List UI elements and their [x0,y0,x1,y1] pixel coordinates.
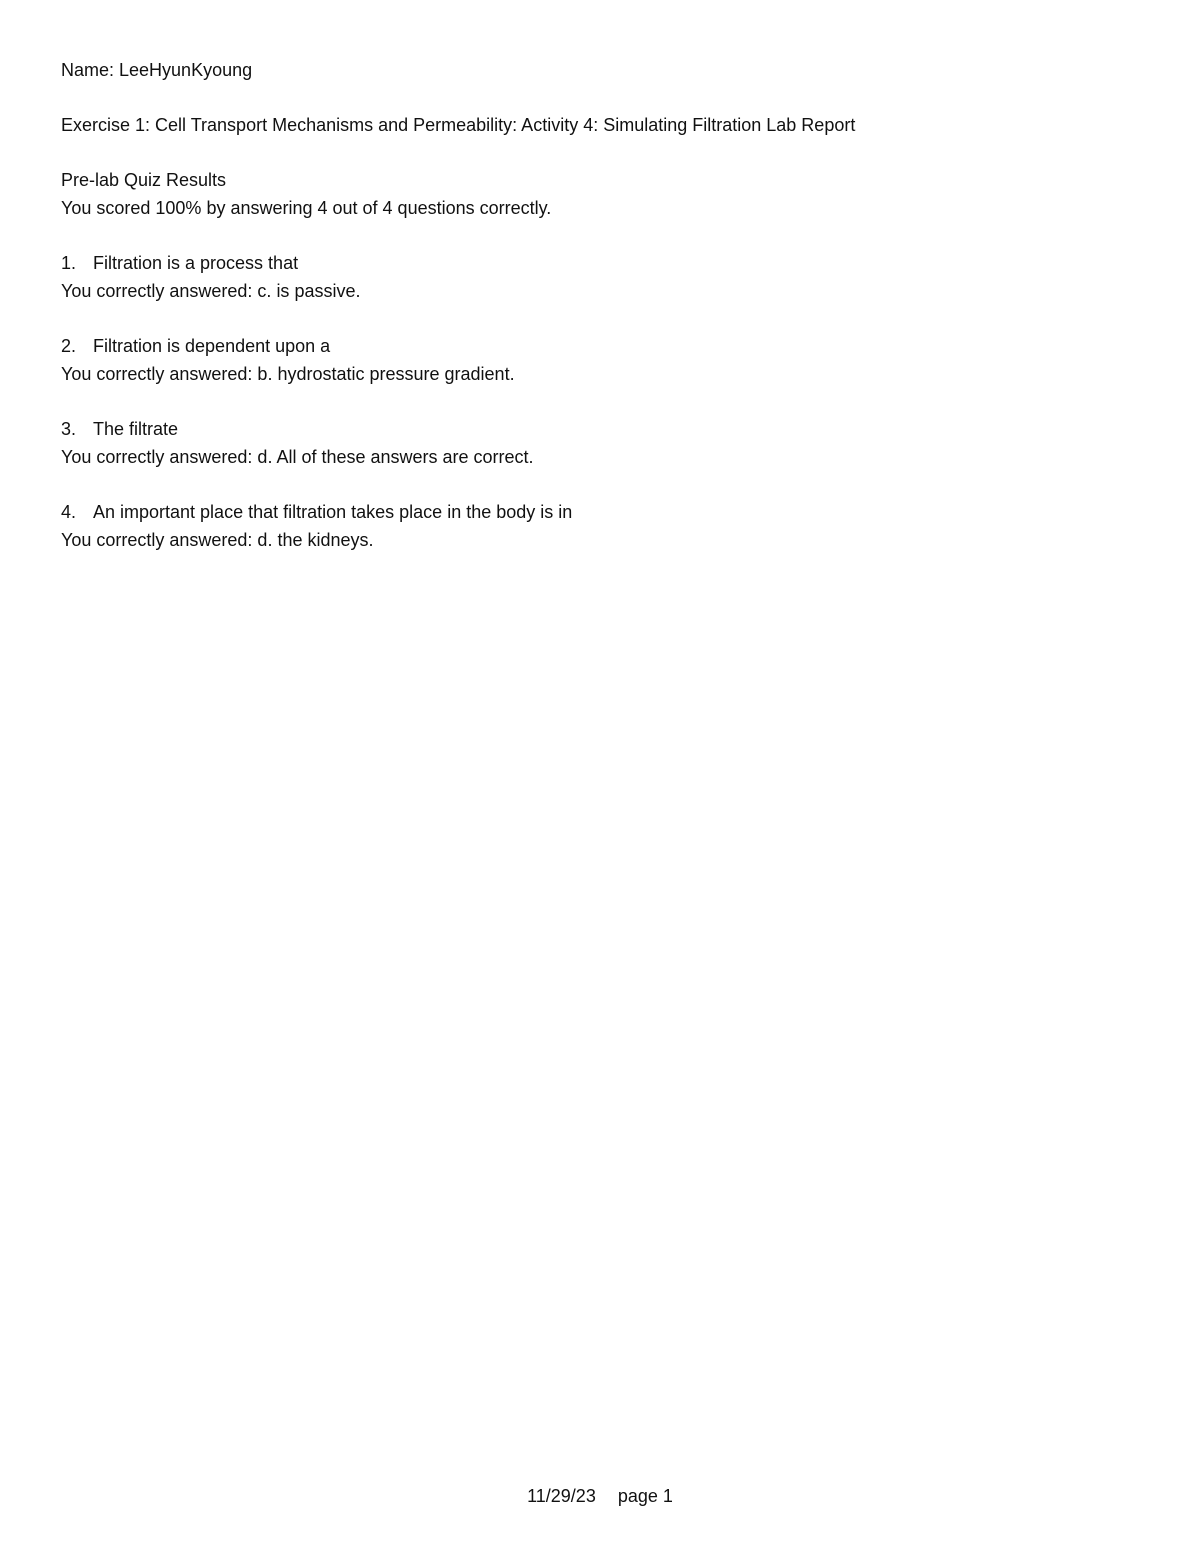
page-footer [0,1482,1200,1510]
question-text: An important place that filtration takes place in the body is in [93,502,573,522]
question-answer: You correctly answered: c. is passive. [61,281,361,301]
question-line [61,498,1141,526]
question-text: Filtration is a process that [93,253,299,273]
question-answer: You correctly answered: d. All of these answers are correct. [61,447,534,467]
question-number: 2. [61,336,77,356]
question-number: 1. [61,253,77,273]
question-text: Filtration is dependent upon a [93,336,331,356]
question-block [61,332,1141,388]
question-line [61,415,1141,443]
quiz-heading: Pre-lab Quiz Results [61,170,227,190]
question-answer: You correctly answered: d. the kidneys. [61,530,374,550]
question-block [61,249,1141,305]
question-answer: You correctly answered: b. hydrostatic pressure gradient. [61,364,515,384]
question-block [61,498,1141,554]
page-number: page 1 [617,1486,673,1506]
question-number: 4. [61,502,77,522]
question-block [61,415,1141,471]
report-page [61,56,1141,554]
quiz-score: You scored 100% by answering 4 out of 4 questions correctly. [61,198,552,218]
question-text: The filtrate [93,419,179,439]
student-name: Name: LeeHyunKyoung [61,60,253,80]
question-line [61,249,1141,277]
footer-date: 11/29/23 [527,1486,596,1506]
report-title: Exercise 1: Cell Transport Mechanisms and Permeability: Activity 4: Simulating Filtration Lab Report [61,115,856,135]
question-line [61,332,1141,360]
question-number: 3. [61,419,77,439]
